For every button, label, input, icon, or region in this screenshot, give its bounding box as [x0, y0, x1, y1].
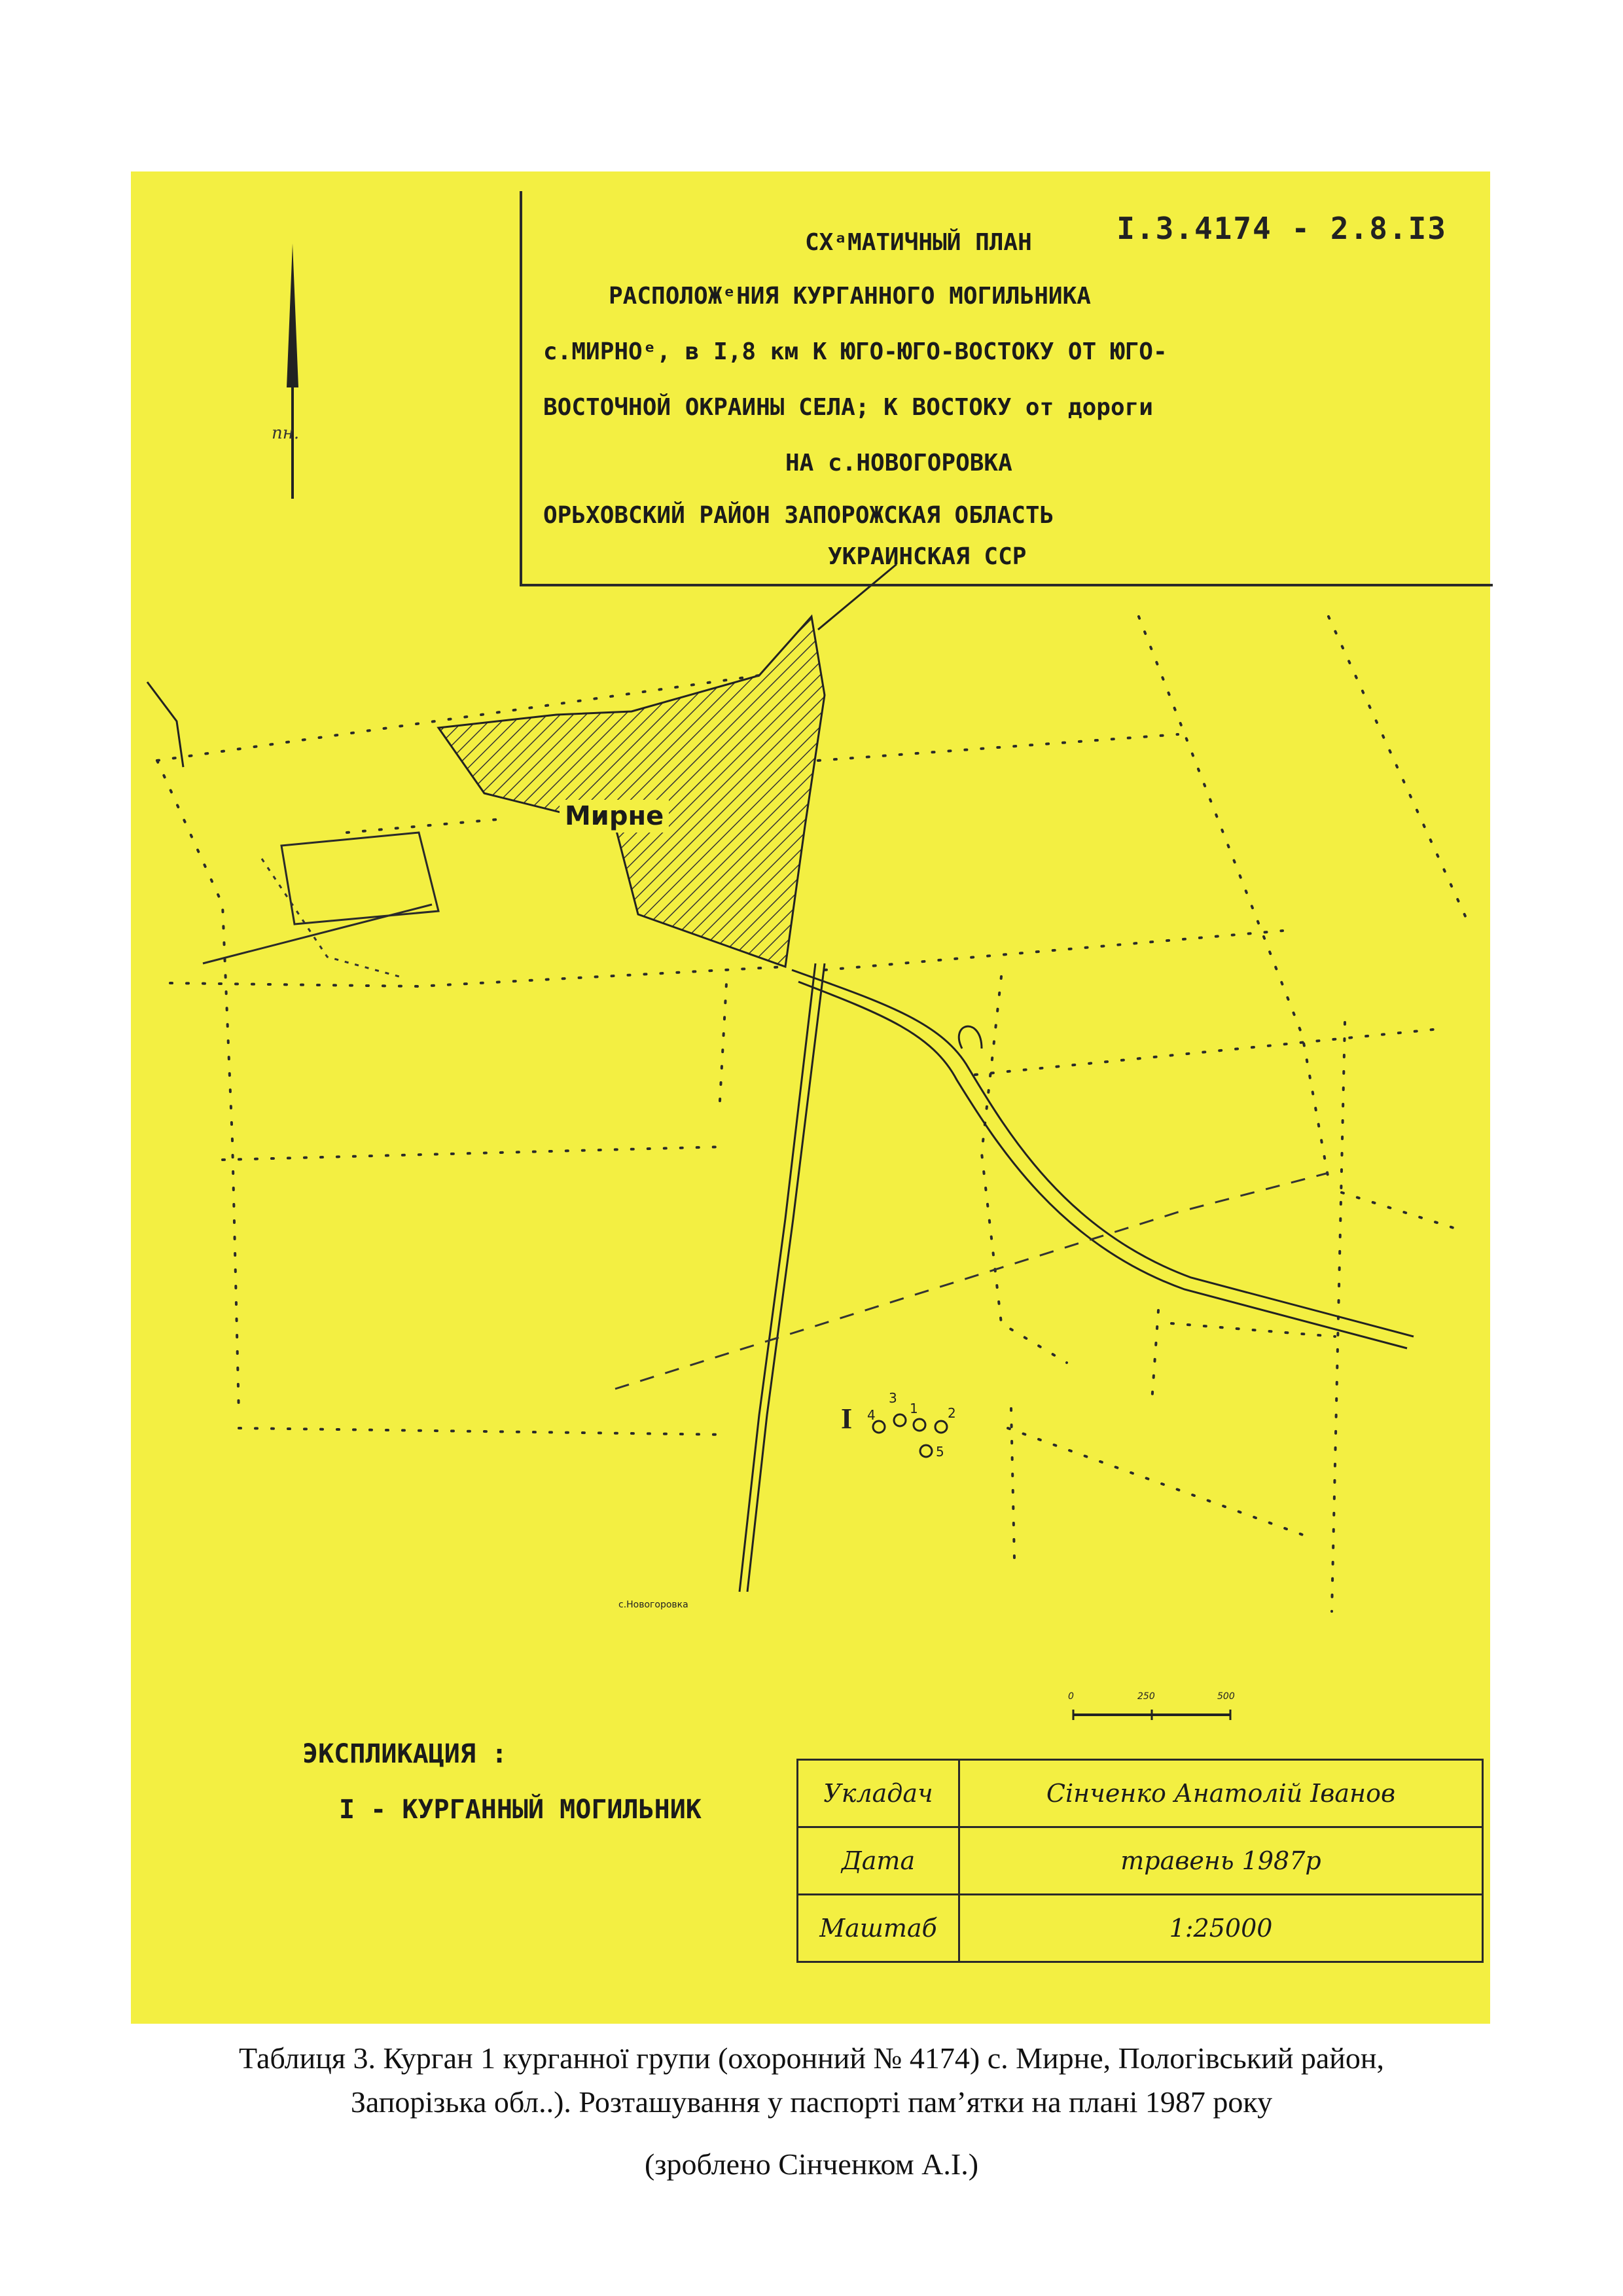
kurgan-number-2: 2 [948, 1405, 956, 1421]
map-title-line-4: ВОСТОЧНОЙ ОКРАИНЫ СЕЛА; К ВОСТОКУ от дороги [543, 394, 1153, 421]
stamp-value-author: Сінченко Анатолій Іванов [959, 1760, 1483, 1827]
caption-line-1: Таблиця 3. Курган 1 курганної групи (охоронний № 4174) с. Мирне, Пологівський район, [239, 2041, 1384, 2075]
map-title-line-1: СХᵃМАТИЧНЫЙ ПЛАН [805, 229, 1032, 256]
scale-label-0: 0 [1068, 1691, 1074, 1702]
map-title-line-5: НА с.НОВОГОРОВКА [785, 450, 1012, 476]
kurgan-number-1: 1 [910, 1401, 918, 1416]
stamp-row [798, 1760, 1483, 1827]
explication-title: ЭКСПЛИКАЦИЯ : [302, 1739, 508, 1769]
stamp-row [798, 1827, 1483, 1895]
map-sheet [131, 171, 1490, 2024]
map-title-line-6: ОРЬХОВСКИЙ РАЙОН ЗАПОРОЖСКАЯ ОБЛАСТЬ [543, 502, 1054, 529]
scale-label-500: 500 [1217, 1691, 1235, 1702]
road-label: с.Новогоровка [618, 1600, 688, 1610]
map-title-line-3: с.МИРНОᵉ, в I,8 км К ЮГО-ЮГО-ВОСТОКУ ОТ ЮГО- [543, 338, 1168, 365]
explication-item: I - КУРГАННЫЙ МОГИЛЬНИК [339, 1795, 702, 1825]
kurgan-number-3: 3 [889, 1390, 897, 1406]
curved-road [792, 970, 1414, 1348]
scale-bar [1073, 1710, 1230, 1720]
kurgan-number-4: 4 [867, 1407, 876, 1423]
north-arrow-icon [287, 243, 298, 499]
map-title-line-7: УКРАИНСКАЯ ССР [828, 543, 1027, 570]
kurgan-number-5: 5 [936, 1444, 944, 1460]
map-title-line-2: РАСПОЛОЖᵉНИЯ КУРГАННОГО МОГИЛЬНИКА [609, 283, 1091, 310]
stream [147, 682, 183, 767]
paddock [203, 833, 438, 963]
scale-label-250: 250 [1137, 1691, 1155, 1702]
stamp-table [796, 1759, 1484, 1963]
north-label: пн. [272, 423, 300, 443]
map-code: I.3.4174 - 2.8.I3 [1116, 211, 1447, 246]
caption-line-3: (зроблено Сінченком А.І.) [644, 2147, 979, 2181]
site-numeral: I [841, 1403, 853, 1435]
stamp-value-date: травень 1987р [959, 1827, 1483, 1895]
village-label: Мирне [560, 800, 669, 833]
dashed-line [615, 1173, 1329, 1389]
village-area [438, 617, 825, 967]
stamp-key-scale: Маштаб [798, 1895, 959, 1962]
stamp-key-date: Дата [798, 1827, 959, 1895]
stamp-row [798, 1895, 1483, 1962]
stamp-key-author: Укладач [798, 1760, 959, 1827]
stamp-value-scale: 1:25000 [959, 1895, 1483, 1962]
caption-line-2: Запорізька обл..). Розташування у паспорті пам’ятки на плані 1987 року [350, 2085, 1273, 2119]
